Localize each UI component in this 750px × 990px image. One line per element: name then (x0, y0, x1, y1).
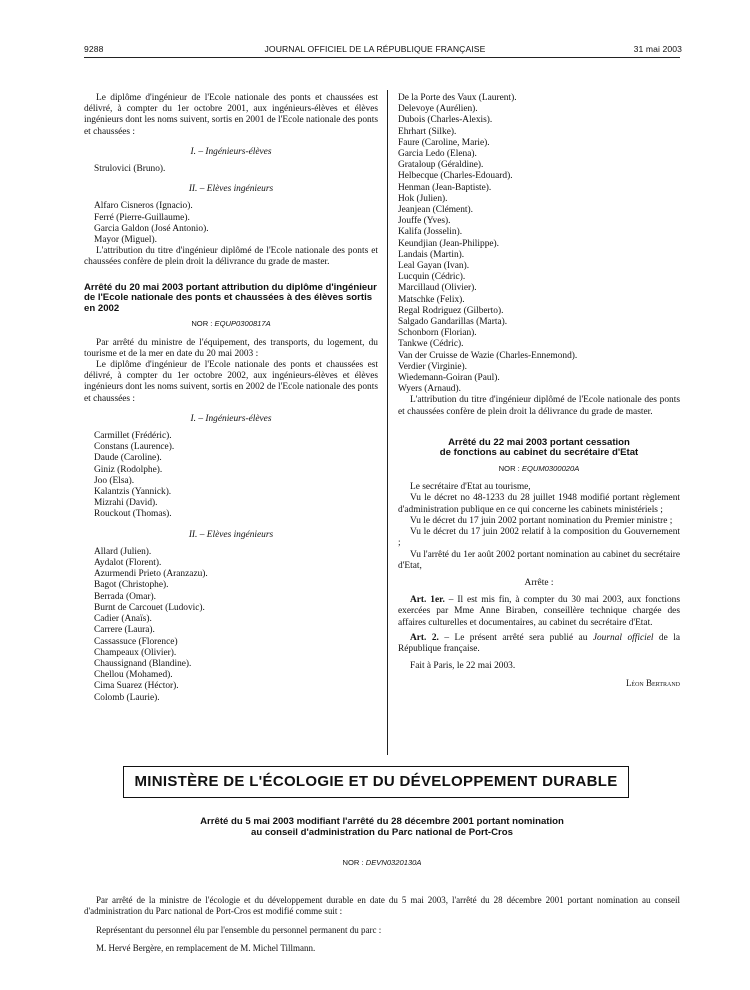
list-item: Keundjian (Jean-Philippe). (398, 238, 500, 249)
visa-paragraph: Vu le décret du 17 juin 2002 relatif à la composition du Gouvernement ; (398, 527, 680, 549)
section-title: II. – Elèves ingénieurs (188, 529, 274, 540)
intro-paragraph: Le diplôme d'ingénieur de l'Ecole nationale des ponts et chaussées est délivré, à compter du 1er octobre 2001, aux ingénieurs-élèves et élèves ingénieurs dont les noms suivent, sortis en 2001 de l'Ecole nationale des ponts et chaussées : (84, 93, 378, 137)
list-item: Kalifa (Josselin). (398, 227, 463, 238)
list-item: Ehrhart (Silke). (398, 126, 457, 137)
list-item: Colomb (Laurie). (94, 692, 160, 703)
list-item: Marcillaud (Olivier). (398, 283, 477, 294)
name-list (94, 201, 378, 246)
list-item: Wiedemann-Goiran (Paul). (398, 373, 500, 384)
list-item: Giniz (Rodolphe). (94, 464, 163, 475)
list-item: Cadier (Anaïs). (94, 614, 152, 625)
list-item: Faure (Caroline, Marie). (398, 137, 490, 148)
name-list (94, 164, 378, 175)
intro-paragraph: Le diplôme d'ingénieur de l'Ecole nationale des ponts et chaussées est délivré, à compter du 1er octobre 2002, aux ingénieurs-élèves et élèves ingénieurs dont les noms suivent, sortis en 2002 de l'Ecole nationale des ponts et chaussées : (84, 360, 378, 404)
list-item: Grataloup (Géraldine). (398, 160, 484, 171)
nor-reference: NOR : DEVN0320130A (342, 858, 422, 867)
section-title: I. – Ingénieurs-élèves (190, 146, 272, 157)
list-item: Leal Gayan (Ivan). (398, 261, 470, 272)
journal-title: JOURNAL OFFICIEL DE LA RÉPUBLIQUE FRANÇAISE (264, 44, 486, 54)
list-item: Berrada (Omar). (94, 591, 156, 602)
list-item: Alfaro Cisneros (Ignacio). (94, 201, 193, 212)
list-item: Schonborn (Florian). (398, 328, 477, 339)
name-list (398, 93, 680, 395)
list-item: Aydalot (Florent). (94, 558, 162, 569)
nor-reference: NOR : EQUP0300817A (191, 319, 271, 329)
header-rule (84, 57, 680, 58)
section-title: II. – Elèves ingénieurs (188, 184, 274, 195)
list-item: Rouckout (Thomas). (94, 509, 172, 520)
list-item: Van der Cruisse de Wazie (Charles-Ennemond). (398, 350, 578, 361)
visa-paragraph: Vu le décret no 48-1233 du 28 juillet 1948 modifié portant règlement d'administration publique en ce qui concerne les cabinets ministériels ; (398, 493, 680, 515)
list-item: Wyers (Arnaud). (398, 384, 461, 395)
list-item: Azurmendi Prieto (Aranzazu). (94, 569, 208, 580)
decree-paragraph: Par arrêté du ministre de l'équipement, des transports, du logement, du tourisme et de la mer en date du 20 mai 2003 : (84, 337, 378, 359)
list-item: Henman (Jean-Baptiste). (398, 182, 492, 193)
list-item: De la Porte des Vaux (Laurent). (398, 93, 517, 103)
list-item: Mizrahi (David). (94, 498, 158, 509)
nor-reference: NOR : EQUM0300020A (498, 464, 580, 474)
list-item: Chellou (Mohamed). (94, 670, 173, 681)
list-item: Garcia Galdon (José Antonio). (94, 223, 209, 234)
page-number: 9288 (84, 44, 104, 54)
list-item: Tankwe (Cédric). (398, 339, 464, 350)
visa-paragraph: Le secrétaire d'Etat au tourisme, (410, 482, 531, 493)
list-item: Delevoye (Aurélien). (398, 104, 478, 115)
list-item: Garcia Ledo (Elena). (398, 149, 477, 160)
list-item: Joo (Elsa). (94, 475, 135, 486)
list-item: Burnt de Carcouet (Ludovic). (94, 602, 205, 613)
list-item: Strulovici (Bruno). (94, 164, 166, 175)
arrete-title: Arrêté du 22 mai 2003 portant cessation de fonctions au cabinet du secrétaire d'Etat (439, 436, 639, 459)
arrete-label: Arrête : (524, 577, 554, 588)
column-divider (387, 90, 388, 755)
list-item: Carmillet (Frédéric). (94, 431, 172, 442)
list-item: Verdier (Virginie). (398, 361, 468, 372)
list-item: Lucquin (Cédric). (398, 272, 466, 283)
list-item: Carrere (Laura). (94, 625, 155, 636)
list-item: Kalantzis (Yannick). (94, 487, 172, 498)
list-item: Matschke (Felix). (398, 294, 465, 305)
ministry-banner: MINISTÈRE DE L'ÉCOLOGIE ET DU DÉVELOPPEMENT DURABLE (123, 766, 629, 798)
fait-line: Fait à Paris, le 22 mai 2003. (410, 661, 516, 672)
list-item: Jeanjean (Clément). (398, 205, 473, 216)
list-item: Helbecque (Charles-Edouard). (398, 171, 513, 182)
list-item: Cassassuce (Florence) (94, 636, 178, 647)
issue-date: 31 mai 2003 (633, 44, 682, 54)
list-item: Dubois (Charles-Alexis). (398, 115, 493, 126)
attribution-paragraph: L'attribution du titre d'ingénieur diplômé de l'Ecole nationale des ponts et chaussées confère de plein droit la délivrance du grade de master. (84, 246, 378, 268)
arrete-title: Arrêté du 20 mai 2003 portant attribution du diplôme d'ingénieur de l'Ecole nationale des ponts et chaussées à des élèves sortis en 2002 (84, 281, 377, 314)
list-item: Champeaux (Olivier). (94, 647, 177, 658)
list-item: Constans (Laurence). (94, 442, 175, 453)
arrete-title: Arrêté du 5 mai 2003 modifiant l'arrêté du 28 décembre 2001 portant nomination au conseil d'administration du Parc national de Port-Cros (200, 816, 564, 838)
list-item: Chaussignand (Blandine). (94, 658, 192, 669)
right-column (398, 93, 680, 690)
list-item: Allard (Julien). (94, 546, 152, 557)
list-item: Bagot (Christophe). (94, 580, 169, 591)
signature: Léon Bertrand (625, 678, 680, 689)
attribution-paragraph: L'attribution du titre d'ingénieur diplômé de l'Ecole nationale des ponts et chaussées confère de plein droit la délivrance du grade de master. (398, 395, 680, 417)
left-column (84, 93, 378, 704)
list-item: Daude (Caroline). (94, 453, 162, 464)
list-item: Ferré (Pierre-Guillaume). (94, 212, 190, 223)
visa-paragraph: Vu l'arrêté du 1er août 2002 portant nomination au cabinet du secrétaire d'Etat, (398, 549, 680, 571)
article-1: Art. 1er. – Il est mis fin, à compter du 30 mai 2003, aux fonctions exercées par Mme Anne Biraben, conseillère technique chargée des affaires culturelles et documentaires, au cabinet du secrétaire d'Etat. (398, 595, 681, 628)
list-item: Hok (Julien). (398, 193, 448, 204)
name-list (94, 547, 378, 704)
arrete-body: Par arrêté de la ministre de l'écologie et du développement durable en date du 5 mai 2003, l'arrêté du 28 décembre 2001 portant nomination au conseil d'administration du Parc national de Port-Cros est modifié comme suit : Représentant du personnel élu par l'ensemble du personnel permanent du parc : M. Hervé Bergère, en remplacement de M. Michel Tillmann. (84, 895, 680, 954)
section-title: I. – Ingénieurs-élèves (190, 413, 272, 424)
list-item: Jouffe (Yves). (398, 216, 451, 227)
list-item: Cima Suarez (Héctor). (94, 681, 179, 692)
list-item: Regal Rodriguez (Gilberto). (398, 305, 504, 316)
visa-paragraph: Vu le décret du 17 juin 2002 portant nomination du Premier ministre ; (410, 515, 673, 526)
list-item: Mayor (Miguel). (94, 235, 158, 246)
article-2: Art. 2. – Le présent arrêté sera publié au Journal officiel de la République française. (398, 632, 680, 654)
list-item: Salgado Gandarillas (Marta). (398, 317, 508, 328)
list-item: Landais (Martin). (398, 249, 465, 260)
name-list (94, 431, 378, 521)
